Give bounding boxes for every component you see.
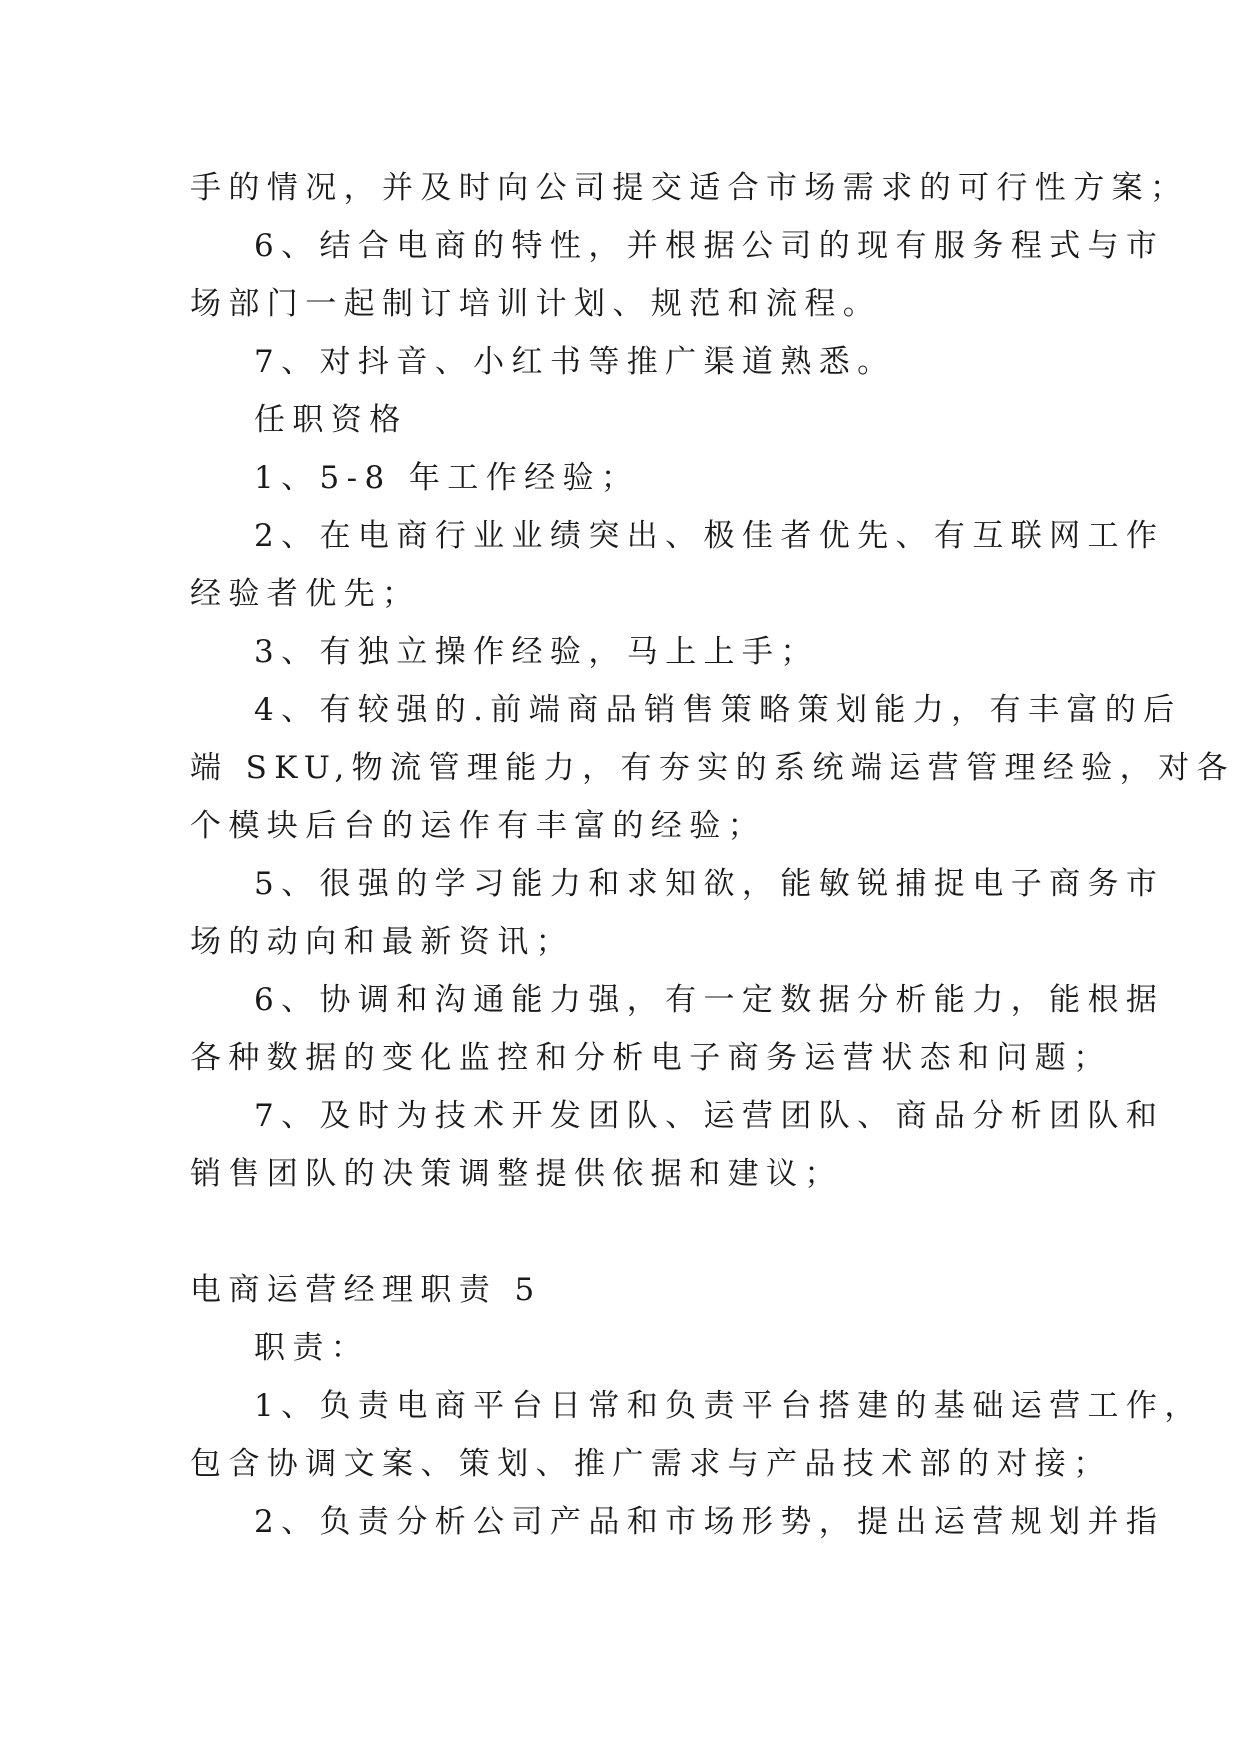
- paragraph-line: 2、在电商行业业绩突出、极佳者优先、有互联网工作: [254, 518, 1165, 554]
- paragraph-line: 6、协调和沟通能力强，有一定数据分析能力，能根据: [254, 982, 1165, 1018]
- paragraph-line: 各种数据的变化监控和分析电子商务运营状态和问题；: [190, 1040, 1112, 1076]
- paragraph-line: 场部门一起制订培训计划、规范和流程。: [190, 286, 882, 322]
- paragraph-line: 个模块后台的运作有丰富的经验；: [190, 808, 766, 844]
- paragraph-line: 6、结合电商的特性，并根据公司的现有服务程式与市: [254, 228, 1165, 264]
- paragraph-line: 经验者优先；: [190, 576, 421, 612]
- paragraph-line: 端 SKU,物流管理能力，有夯实的系统端运营管理经验，对各: [190, 750, 1235, 786]
- paragraph-line: 场的动向和最新资讯；: [190, 924, 574, 960]
- paragraph-line: 包含协调文案、策划、推广需求与产品技术部的对接；: [190, 1446, 1112, 1482]
- section-heading: 任职资格: [254, 402, 408, 438]
- paragraph-line: 5、很强的学习能力和求知欲，能敏锐捕捉电子商务市: [254, 866, 1165, 902]
- section-title: 电商运营经理职责 5: [190, 1272, 542, 1308]
- paragraph-line: 7、对抖音、小红书等推广渠道熟悉。: [254, 344, 896, 380]
- paragraph-line: 1、5-8 年工作经验；: [254, 460, 640, 496]
- section-heading: 职责：: [254, 1330, 370, 1366]
- paragraph-line: 3、有独立操作经验，马上上手；: [254, 634, 819, 670]
- paragraph-line: 1、负责电商平台日常和负责平台搭建的基础运营工作，: [254, 1388, 1203, 1424]
- paragraph-line: 7、及时为技术开发团队、运营团队、商品分析团队和: [254, 1098, 1165, 1134]
- paragraph-line: 4、有较强的.前端商品销售策略策划能力，有丰富的后: [254, 692, 1182, 728]
- paragraph-line: 手的情况，并及时向公司提交适合市场需求的可行性方案；: [190, 170, 1189, 206]
- paragraph-line: 销售团队的决策调整提供依据和建议；: [190, 1156, 843, 1192]
- paragraph-line: 2、负责分析公司产品和市场形势，提出运营规划并指: [254, 1504, 1165, 1540]
